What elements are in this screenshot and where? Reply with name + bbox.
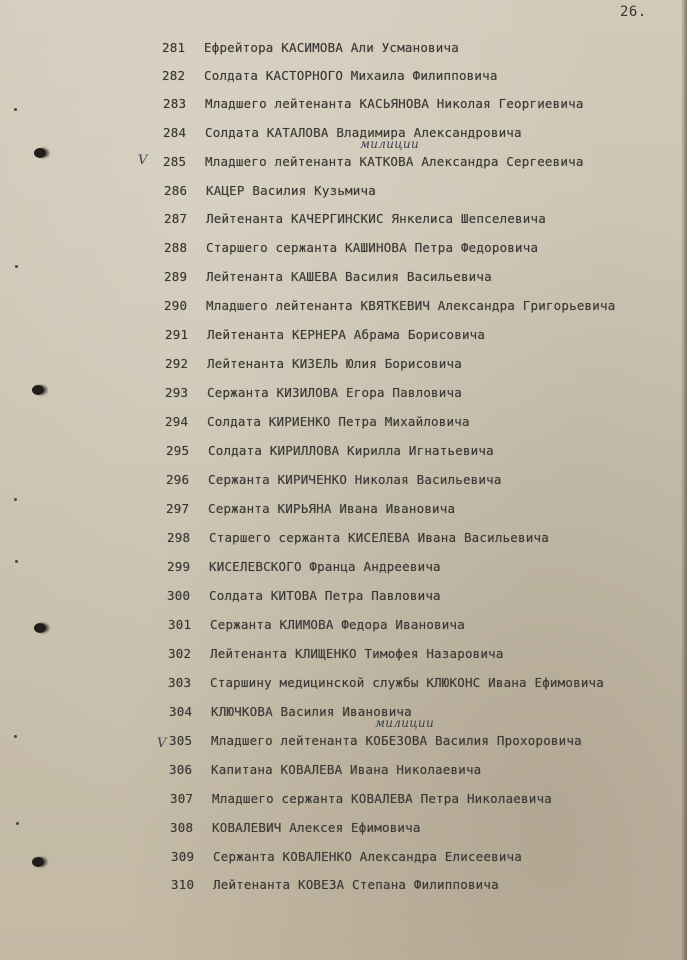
list-item bbox=[162, 40, 459, 55]
entry-text: КАЦЕР Василия Кузьмича bbox=[206, 183, 376, 198]
entry-number: 286 bbox=[164, 183, 188, 198]
entry-text: Лейтенанта КАЧЕРГИНСКИС Янкелиса Шепселевича bbox=[206, 211, 546, 226]
entry-number: 302 bbox=[168, 646, 192, 661]
handwritten-note: милиции bbox=[360, 137, 419, 151]
handwritten-note: милиции bbox=[375, 716, 434, 730]
entry-number: 300 bbox=[167, 588, 191, 603]
entry-text: Младшего лейтенанта КАТКОВА Александра Сергеевича bbox=[205, 154, 584, 169]
list-item bbox=[165, 356, 462, 371]
entry-number: 289 bbox=[164, 269, 188, 284]
entry-number: 310 bbox=[171, 877, 195, 892]
entry-text: Капитана КОВАЛЕВА Ивана Николаевича bbox=[211, 762, 482, 777]
list-item bbox=[171, 849, 522, 864]
entry-number: 287 bbox=[164, 211, 188, 226]
list-item bbox=[164, 269, 492, 284]
list-item bbox=[171, 877, 499, 892]
list-item bbox=[163, 154, 584, 169]
entry-text: Ефрейтора КАСИМОВА Али Усмановича bbox=[204, 40, 459, 55]
list-item bbox=[169, 762, 481, 777]
entry-text: Сержанта КЛИМОВА Федора Ивановича bbox=[210, 617, 465, 632]
entry-text: Лейтенанта КИЗЕЛЬ Юлия Борисовича bbox=[207, 356, 462, 371]
entry-text: Солдата КИРИЛЛОВА Кирилла Игнатьевича bbox=[208, 443, 494, 458]
entry-text: Сержанта КОВАЛЕНКО Александра Елисеевича bbox=[213, 849, 523, 864]
entry-number: 298 bbox=[167, 530, 191, 545]
entry-text: Младшего лейтенанта КОБЕЗОВА Василия Прохоровича bbox=[211, 733, 582, 748]
entry-text: Сержанта КИЗИЛОВА Егора Павловича bbox=[207, 385, 462, 400]
list-item bbox=[164, 298, 615, 313]
entry-number: 283 bbox=[163, 96, 187, 111]
list-item bbox=[162, 68, 498, 83]
list-item bbox=[167, 559, 441, 574]
list-item bbox=[168, 617, 465, 632]
list-item bbox=[165, 385, 462, 400]
list-item bbox=[170, 820, 421, 835]
list-item bbox=[164, 183, 376, 198]
entry-text: Лейтенанта КЕРНЕРА Абрама Борисовича bbox=[207, 327, 486, 342]
list-item bbox=[167, 530, 549, 545]
entry-number: 292 bbox=[165, 356, 189, 371]
entry-number: 281 bbox=[162, 40, 186, 55]
entry-text: Лейтенанта КАШЕВА Василия Васильевича bbox=[206, 269, 492, 284]
entry-number: 296 bbox=[166, 472, 190, 487]
entry-number: 307 bbox=[170, 791, 194, 806]
entry-text: Солдата КИТОВА Петра Павловича bbox=[209, 588, 441, 603]
list-item bbox=[169, 704, 412, 719]
entry-number: 294 bbox=[165, 414, 189, 429]
list-item bbox=[165, 414, 470, 429]
entry-number: 303 bbox=[168, 675, 192, 690]
list-item bbox=[165, 327, 485, 342]
list-item bbox=[163, 96, 584, 111]
entry-text: Старшего сержанта КИСЕЛЕВА Ивана Васильевича bbox=[209, 530, 549, 545]
entry-text: Старшину медицинской службы КЛЮКОНС Ивана Ефимовича bbox=[210, 675, 605, 690]
list-item bbox=[170, 791, 552, 806]
list-item bbox=[166, 501, 455, 516]
list-item bbox=[168, 675, 604, 690]
entry-text: Старшего сержанта КАШИНОВА Петра Федоровича bbox=[206, 240, 539, 255]
entry-text: Младшего лейтенанта КАСЬЯНОВА Николая Георгиевича bbox=[205, 96, 584, 111]
entry-number: 301 bbox=[168, 617, 192, 632]
entry-number: 308 bbox=[170, 820, 194, 835]
list-item bbox=[166, 472, 502, 487]
entry-text: КЛЮЧКОВА Василия Ивановича bbox=[211, 704, 412, 719]
entry-number: 282 bbox=[162, 68, 186, 83]
entry-text: КИСЕЛЕВСКОГО Франца Андреевича bbox=[209, 559, 441, 574]
entry-number: 309 bbox=[171, 849, 195, 864]
list-item bbox=[163, 125, 522, 140]
entry-number: 290 bbox=[164, 298, 188, 313]
entry-number: 288 bbox=[164, 240, 188, 255]
entry-text: Солдата КИРИЕНКО Петра Михайловича bbox=[207, 414, 470, 429]
entry-number: 293 bbox=[165, 385, 189, 400]
entry-text: Лейтенанта КЛИЩЕНКО Тимофея Назаровича bbox=[210, 646, 504, 661]
entry-number: 297 bbox=[166, 501, 190, 516]
entry-text: Солдата КАСТОРНОГО Михаила Филипповича bbox=[204, 68, 498, 83]
entry-number: 291 bbox=[165, 327, 189, 342]
margin-check-mark: V bbox=[138, 153, 148, 168]
list-item bbox=[169, 733, 582, 748]
entry-text: Младшего сержанта КОВАЛЕВА Петра Николаевича bbox=[212, 791, 552, 806]
list-item bbox=[164, 211, 546, 226]
entry-text: КОВАЛЕВИЧ Алексея Ефимовича bbox=[212, 820, 421, 835]
entry-text: Сержанта КИРИЧЕНКО Николая Васильевича bbox=[208, 472, 502, 487]
entry-text: Лейтенанта КОВЕЗА Степана Филипповича bbox=[213, 877, 499, 892]
list-item bbox=[168, 646, 504, 661]
list-item bbox=[166, 443, 494, 458]
margin-check-mark: V bbox=[157, 736, 167, 751]
entry-text: Младшего лейтенанта КВЯТКЕВИЧ Александра Григорьевича bbox=[206, 298, 616, 313]
entry-number: 304 bbox=[169, 704, 193, 719]
entry-number: 284 bbox=[163, 125, 187, 140]
list-item bbox=[164, 240, 538, 255]
entry-text: Солдата КАТАЛОВА Владимира Александровича bbox=[205, 125, 522, 140]
entry-text: Сержанта КИРЬЯНА Ивана Ивановича bbox=[208, 501, 456, 516]
entry-number: 306 bbox=[169, 762, 193, 777]
entry-number: 299 bbox=[167, 559, 191, 574]
entry-number: 285 bbox=[163, 154, 187, 169]
entry-number: 305 bbox=[169, 733, 193, 748]
entry-number: 295 bbox=[166, 443, 190, 458]
list-item bbox=[167, 588, 441, 603]
page-number: 26. bbox=[620, 4, 647, 20]
